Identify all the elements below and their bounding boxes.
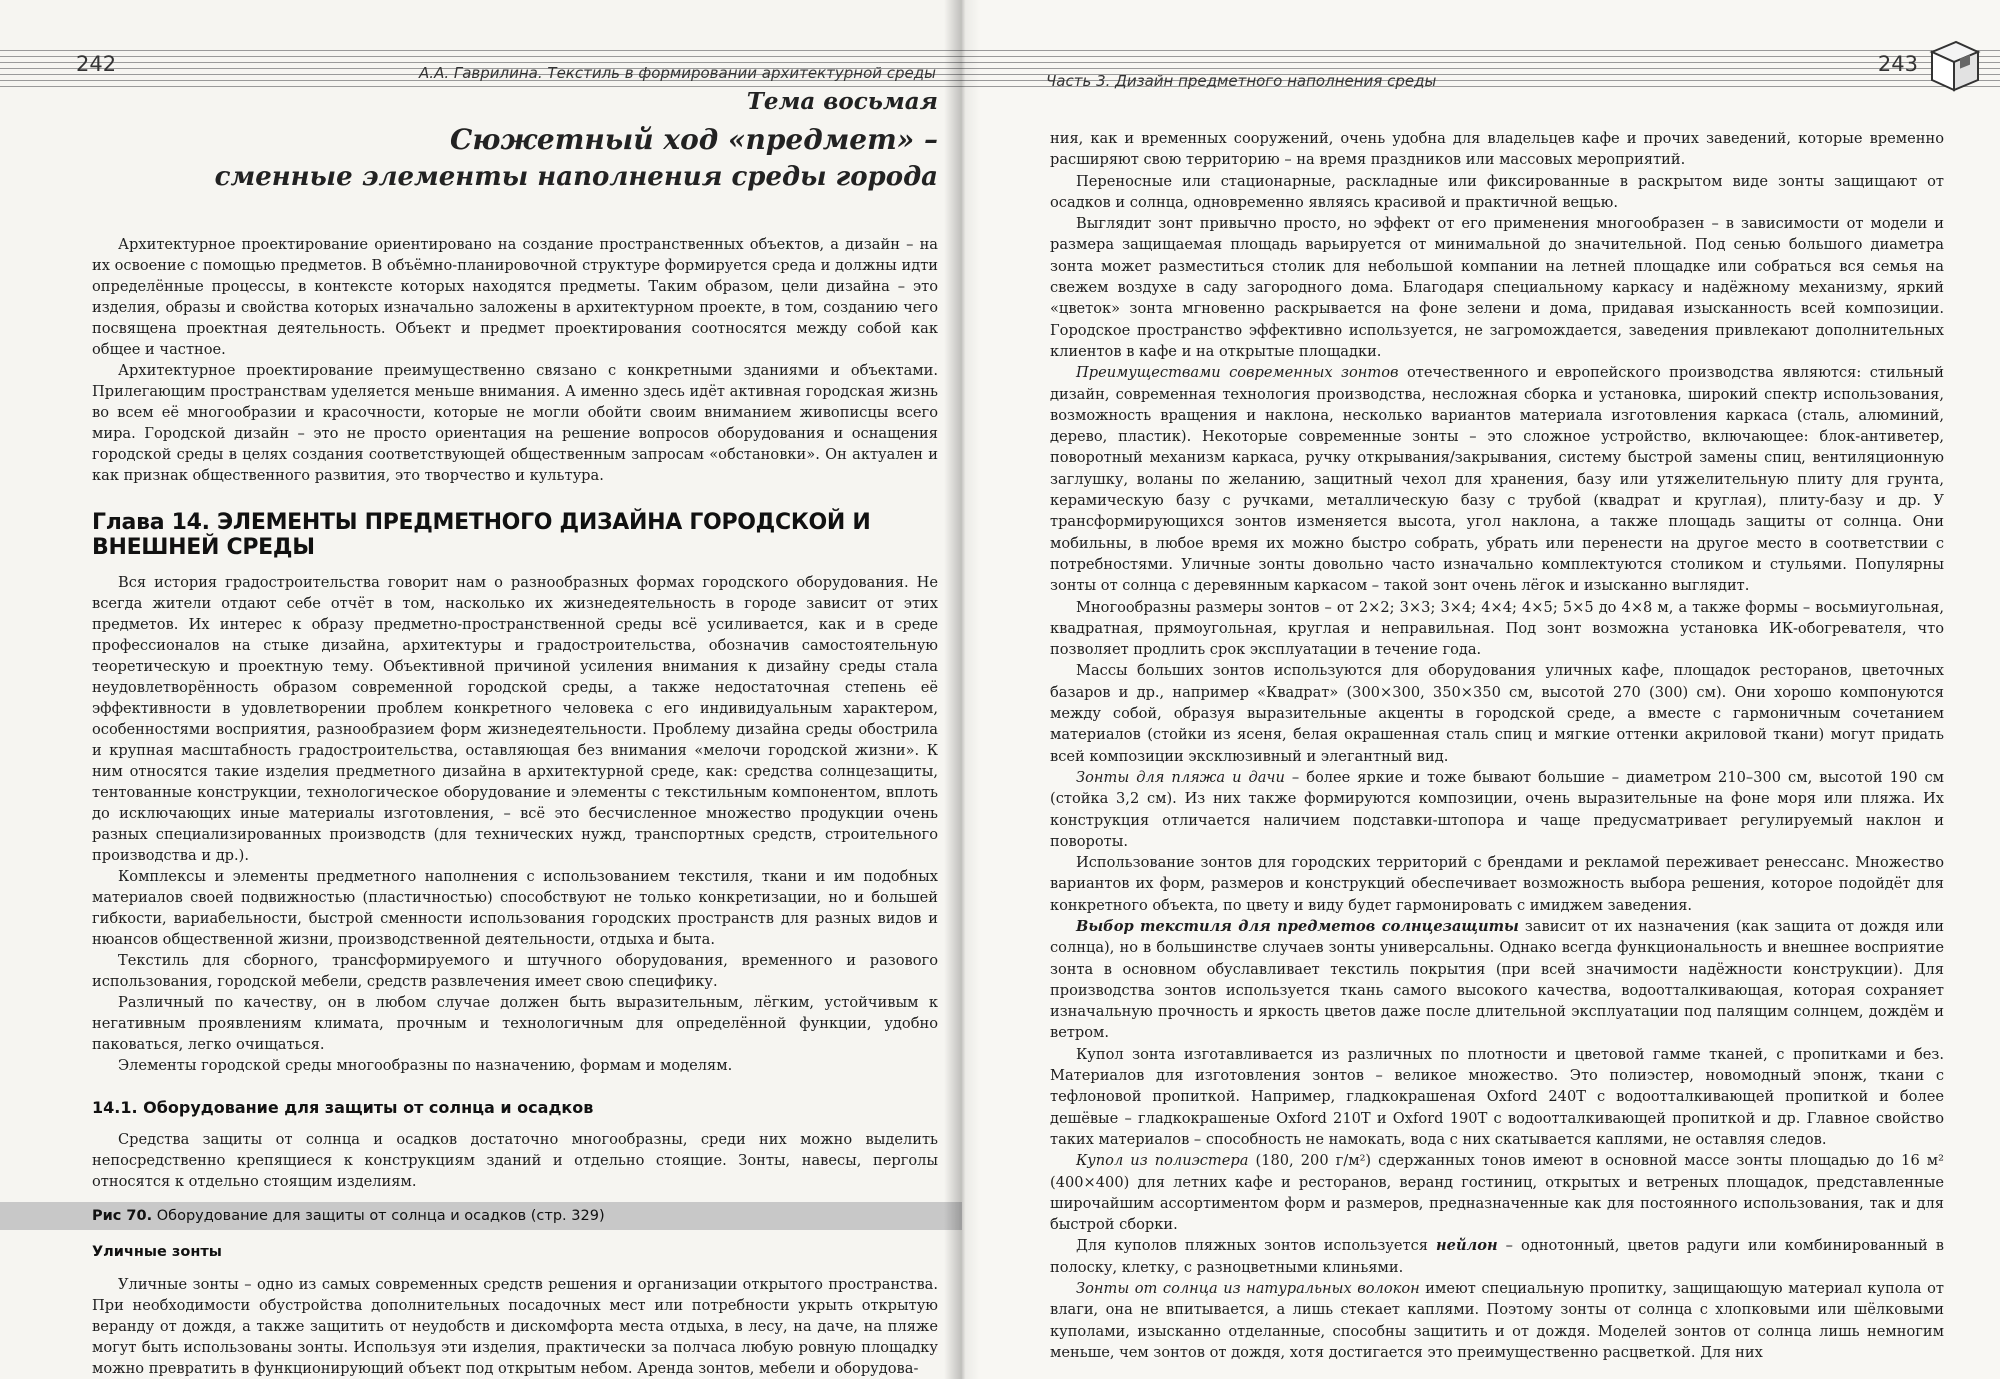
right-page (962, 0, 2000, 1379)
running-head-left: А.А. Гаврилина. Текстиль в формировании архитектурной среды (419, 64, 936, 82)
theme-title-line-1: Сюжетный ход «предмет» – (450, 123, 938, 156)
body-paragraph: Переносные или стационарные, раскладные или фиксированные в раскрытом виде зонты защищают от осадков и солнца, одновременно являясь красивой и практичной вещью. (1050, 172, 1944, 211)
chapter-paragraph: Текстиль для сборного, трансформируемого и штучного оборудования, временного и разового использования, городской мебели, средств развлечения имеет свою специфику. (92, 952, 938, 990)
body-paragraph: Купол зонта изготавливается из различных по плотности и цветовой гамме тканей, с пропитками и без. Материалов для изготовления зонтов – великое множество. Это полиэстер, новомодный эпонж, ткани с тефлоновой пропиткой. Например, гладкокрашеная Oxford 240T с водоотталкивающей пропиткой и более дешёвые – гладкокрашеные Oxford 210T и Oxford 190T с водоотталкивающей пропиткой и др. Главное свойство таких материалов – способность не намокать, вода с них скатывается каплями, не оставляя следов. (1050, 1045, 1944, 1148)
right-body (1050, 128, 1944, 1363)
chapter-paragraph: Комплексы и элементы предметного наполнения с использованием текстиля, ткани и им подобных материалов своей подвижностью (пластичностью) способствуют не только конкретизации, но и большей гибкости, вариабельности, быстрой сменности использования городских пространств для разных видов и нюансов общественной жизни, производственной деятельности, отдыха и быта. (92, 868, 938, 948)
body-paragraph: Купол из полиэстера (180, 200 г/м²) сдержанных тонов имеют в основной массе зонты площадью до 16 м² (400×400) для летних кафе и ресторанов, веранд гостиниц, открытых и ветреных площадок, представленные широчайшим ассортиментом форм и размеров, предназначенные как для постоянного использования, так и для быстрой сборки. (1050, 1152, 1944, 1234)
body-paragraph: Массы больших зонтов используются для оборудования уличных кафе, площадок ресторанов, цветочных базаров и др., например «Квадрат» (300×300, 350×350 см, высотой 270 (300) см). Они хорошо компонуются между собой, образуя выразительные акценты в городской среде, а вместе с гармоничным сочетанием материалов (стойки из ясеня, белая окрашенная сталь спиц и мягкие оттенки акриловой ткани) могут придать всей композиции эксклюзивный и элегантный вид. (1050, 662, 1944, 765)
body-paragraph: Преимуществами современных зонтов отечественного и европейского производства являются: стильный дизайн, современная технология производства, несложная сборка и установка, широкий спектр использования, возможность вращения и наклона, несколько вариантов материала изготовления каркаса (сталь, алюминий, дерево, пластик). Некоторые современные зонты – это сложное устройство, включающее: блок-антиветер, поворотный механизм каркаса, ручку открывания/закрывания, систему быстрой замены спиц, вентиляционную заглушку, воланы по желанию, защитный чехол для хранения, базу или утяжелительную плиту для грунта, керамическую базу с ручками, металлическую базу с трубой (квадрат и круглая), плиту-базу и др. У трансформирующихся зонтов изменяется высота, угол наклона, а также площадь защиты от солнца. Они мобильны, в любое время их можно быстро собрать, убрать или перенести на другое место в соответствии с потребностями. Уличные зонты довольно часто изначально комплектуются столиком и стульями. Популярны зонты от солнца с деревянным каркасом – такой зонт очень лёгок и изысканно выглядит. (1050, 364, 1945, 595)
chapter-paragraph: Вся история градостроительства говорит нам о разнообразных формах городского оборудования. Не всегда жители отдают себе отчёт в том, насколько их жизнедеятельность в городе зависит от этих предметов. Их интерес к образу предметно-пространственной среды всё усиливается, как и в среде профессионалов на стыке дизайна, архитектуры и градостроительства, обозначив самостоятельную теоретическую и проектную тему. Объективной причиной усиления внимания к дизайну среды стала неудовлетворённость образом современной городской среды, а также недостаточная степень её эффективности в удовлетворении проблем конкретного человека с его индивидуальным характером, особенностями восприятия, разнообразием форм жизнедеятельности. Проблему дизайна среды обострила и крупная масштабность градостроительства, оставляющая без внимания «мелочи городской жизни». К ним относятся такие изделия предметного дизайна в архитектурной среде, как: средства солнцезащиты, тентованные конструкции, технологическое оборудование и элементы с текстильным компонентом, вплоть до исключающих иные материалы изготовления, – всё это бесчисленное множество продукции очень разных специализированных производств (для технических нужд, транспортных средств, строительного производства и др.). (92, 574, 938, 864)
chapter-heading: Глава 14. ЭЛЕМЕНТЫ ПРЕДМЕТНОГО ДИЗАЙНА ГОРОДСКОЙ И ВНЕШНЕЙ СРЕДЫ (92, 510, 871, 560)
body-paragraph: Выбор текстиля для предметов солнцезащиты зависит от их назначения (как защита от дождя или солнца), но в большинстве случаев зонты универсальны. Однако всегда функциональность и внешнее восприятие зонта в основном обуславливает текстиль покрытия (при всей значимости надёжности конструкции). Для производства зонтов используется ткань самого высокого качества, водоотталкивающая, которая сохраняет изначальную прочность и яркость цветов даже после длительной эксплуатации под палящим солнцем, дождём и ветром. (1050, 917, 1944, 1042)
page-number-right: 243 (1877, 52, 1918, 76)
body-paragraph: Многообразны размеры зонтов – от 2×2; 3×3; 3×4; 4×4; 4×5; 5×5 до 4×8 м, а также формы – восьмиугольная, квадратная, прямоугольная, круглая и неправильная. Под зонт возможна установка ИК-обогревателя, что позволяет продлить срок эксплуатации в течение года. (1050, 598, 1944, 659)
subsection-paragraph: Уличные зонты – одно из самых современных средств решения и организации открытого пространства. При необходимости обустройства дополнительных посадочных мест или потребности укрыть открытую веранду от дождя, а также защитить от неудобств и дискомфорта места отдыха, в лесу, на даче, на пляже могут быть использованы зонты. Используя эти изделия, практически за полчаса любую ровную площадку можно превратить в функционирующий объект под открытым небом. Аренда зонтов, мебели и оборудова- (92, 1276, 938, 1377)
theme-label: Тема восьмая (746, 88, 938, 115)
body-paragraph: Использование зонтов для городских территорий с брендами и рекламой переживает ренессанс. Множество вариантов их форм, размеров и конструкций обеспечивает возможность выбора решения, которое подойдёт для конкретного объекта, по цвету и виду будет гармонировать с имиджем заведения. (1050, 854, 1944, 914)
figure-caption: Оборудование для защиты от солнца и осадков (стр. 329) (156, 1208, 605, 1224)
emphasis-text: Купол из полиэстера (1076, 1152, 1249, 1170)
page-number-left: 242 (76, 52, 117, 76)
running-head-right: Часть 3. Дизайн предметного наполнения среды (1046, 72, 1437, 90)
emphasis-text: Выбор текстиля для предметов солнцезащиты (1076, 917, 1519, 935)
emphasis-text: Зонты от солнца из натуральных волокон (1076, 1280, 1420, 1298)
chapter-paragraph: Различный по качеству, он в любом случае должен быть выразительным, лёгким, устойчивым к негативным проявлениям климата, прочным и технологичным для определённой функции, удобно паковаться, легко очищаться. (92, 994, 938, 1053)
figure-caption-bar (0, 1202, 962, 1230)
emphasis-text: Преимуществами современных зонтов (1076, 364, 1399, 382)
body-paragraph: Для куполов пляжных зонтов используется нейлон – однотонный, цветов радуги или комбинированный в полоску, клетку, с разноцветными клиньями. (1050, 1237, 1945, 1276)
body-paragraph: Зонты для пляжа и дачи – более яркие и тоже бывают большие – диаметром 210–300 см, высотой 190 см (стойка 3,2 см). Из них также формируются композиции, очень выразительные на фоне моря или пляжа. Их конструкция отличается наличием подставки-штопора и чаще предусматривает регулируемый наклон и повороты. (1050, 768, 1944, 850)
cube-logo-icon (1922, 32, 1986, 96)
theme-title-block (92, 88, 938, 192)
theme-title-line-2: сменные элементы наполнения среды города (214, 162, 938, 192)
body-paragraph: ния, как и временных сооружений, очень удобна для владельцев кафе и прочих заведений, которые временно расширяют свою территорию – на время праздников или массовых мероприятий. (1050, 130, 1944, 169)
body-paragraph: Зонты от солнца из натуральных волокон имеют специальную пропитку, защищающую материал купола от влаги, она не впитывается, а лишь стекает каплями. Поэтому зонты от солнца с хлопковыми или шёлковыми куполами, изысканно отделанные, способны защитить и от дождя. Моделей зонтов от солнца лишь немногим меньше, чем зонтов от дождя, хотя достигается это преимущественно расцветкой. Для них (1050, 1280, 1945, 1361)
emphasis-text: Зонты для пляжа и дачи (1076, 768, 1285, 786)
chapter-paragraph: Элементы городской среды многообразны по назначению, формам и моделям. (118, 1057, 733, 1074)
figure-label: Рис 70. (92, 1208, 153, 1224)
intro-paragraph: Архитектурное проектирование ориентировано на создание пространственных объектов, а дизайн – на их освоение с помощью предметов. В объёмно-планировочной структуре формируется среда и должны идти определённые процессы, в контексте которых находятся предметы. Таким образом, цели дизайна – это изделия, образы и свойства которых изначально заложены в архитектурном проекте, в том, созданию чего посвящена проектная деятельность. Объект и предмет проектирования соотносятся между собой как общее и частное. (92, 236, 938, 358)
section-heading: 14.1. Оборудование для защиты от солнца и осадков (92, 1098, 594, 1117)
left-body (92, 234, 938, 1379)
subsection-heading: Уличные зонты (92, 1244, 222, 1260)
intro-paragraph: Архитектурное проектирование преимущественно связано с конкретными зданиями и объектами. Прилегающим пространствам уделяется меньше внимания. А именно здесь идёт активная городская жизнь во всем её многообразии и красочности, которые не могли обойти своим вниманием живописцы всего мира. Городской дизайн – это не просто ориентация на решение вопросов оборудования и оснащения городской среды в целях создания соответствующей общественным запросам «обстановки». Он актуален и как признак общественного развития, это творчество и культура. (92, 362, 938, 484)
emphasis-text: нейлон (1436, 1237, 1498, 1255)
body-paragraph: Выглядит зонт привычно просто, но эффект от его применения многообразен – в зависимости от модели и размера защищаемая площадь варьируется от минимальной до значительной. Под сенью большого диаметра зонта может разместиться столик для небольшой компании на летней площадке или собраться вся семья на свежем воздухе в саду загородного дома. Благодаря специальному каркасу и надёжному механизму, яркий «цветок» зонта мгновенно раскрывается на фоне зелени и дома, придавая изысканность всей композиции. Городское пространство эффективно используется, не загромождается, заведения привлекают дополнительных клиентов в кафе и на открытые площадки. (1050, 215, 1944, 360)
section-paragraph: Средства защиты от солнца и осадков достаточно многообразны, среди них можно выделить непосредственно крепящиеся к конструкциям зданий и отдельно стоящие. Зонты, навесы, перголы относятся к отдельно стоящим изделиям. (92, 1131, 938, 1190)
left-page (0, 0, 962, 1379)
